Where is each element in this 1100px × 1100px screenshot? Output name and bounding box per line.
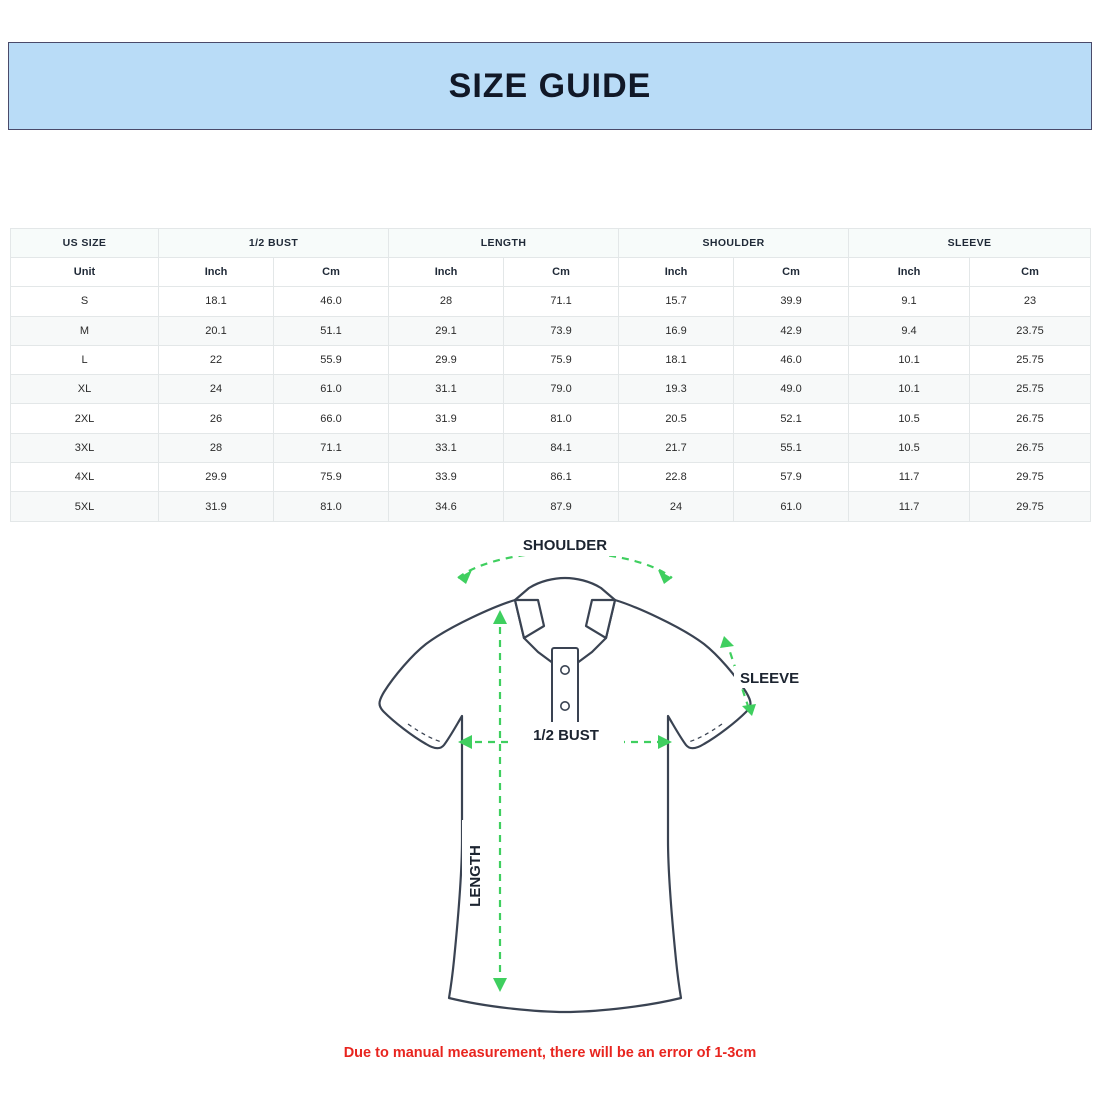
cell-value: 10.1: [849, 375, 970, 404]
cell-value: 11.7: [849, 463, 970, 492]
size-table-container: [10, 228, 1090, 522]
cell-value: 61.0: [274, 375, 389, 404]
cell-value: 57.9: [734, 463, 849, 492]
unit-length-cm: Cm: [504, 258, 619, 287]
cell-value: 71.1: [504, 287, 619, 316]
cell-size: XL: [11, 375, 159, 404]
cell-value: 75.9: [274, 463, 389, 492]
cell-value: 46.0: [274, 287, 389, 316]
cell-value: 49.0: [734, 375, 849, 404]
table-body: [11, 287, 1091, 521]
cell-value: 18.1: [159, 287, 274, 316]
cell-value: 71.1: [274, 433, 389, 462]
cell-value: 19.3: [619, 375, 734, 404]
cell-value: 11.7: [849, 492, 970, 521]
group-header-sleeve: SLEEVE: [849, 229, 1091, 258]
unit-bust-inch: Inch: [159, 258, 274, 287]
table-row: [11, 287, 1091, 316]
cell-value: 29.75: [970, 492, 1091, 521]
svg-text:SHOULDER: SHOULDER: [522, 540, 608, 554]
table-row: [11, 433, 1091, 462]
cell-value: 24: [619, 492, 734, 521]
cell-value: 79.0: [504, 375, 619, 404]
svg-text:LENGTH: LENGTH: [467, 845, 484, 907]
table-row: [11, 492, 1091, 521]
cell-size: M: [11, 316, 159, 345]
cell-value: 29.9: [389, 345, 504, 374]
cell-value: 61.0: [734, 492, 849, 521]
cell-value: 42.9: [734, 316, 849, 345]
cell-value: 55.9: [274, 345, 389, 374]
cell-value: 18.1: [619, 345, 734, 374]
cell-value: 33.1: [389, 433, 504, 462]
cell-value: 66.0: [274, 404, 389, 433]
table-row: [11, 316, 1091, 345]
cell-size: 5XL: [11, 492, 159, 521]
group-header-length: LENGTH: [389, 229, 619, 258]
unit-shoulder-inch: Inch: [619, 258, 734, 287]
cell-value: 24: [159, 375, 274, 404]
table-row: [11, 404, 1091, 433]
table-unit-row: [11, 258, 1091, 287]
cell-value: 81.0: [274, 492, 389, 521]
cell-value: 9.4: [849, 316, 970, 345]
cell-value: 55.1: [734, 433, 849, 462]
cell-value: 22: [159, 345, 274, 374]
cell-size: 3XL: [11, 433, 159, 462]
svg-text:1/2 BUST: 1/2 BUST: [533, 727, 599, 744]
unit-shoulder-cm: Cm: [734, 258, 849, 287]
cell-value: 29.75: [970, 463, 1091, 492]
cell-value: 31.9: [159, 492, 274, 521]
cell-value: 73.9: [504, 316, 619, 345]
unit-sleeve-inch: Inch: [849, 258, 970, 287]
cell-value: 52.1: [734, 404, 849, 433]
cell-value: 21.7: [619, 433, 734, 462]
svg-text:SLEEVE: SLEEVE: [740, 670, 800, 687]
group-header-shoulder: SHOULDER: [619, 229, 849, 258]
table-row: [11, 345, 1091, 374]
cell-value: 16.9: [619, 316, 734, 345]
cell-value: 10.5: [849, 404, 970, 433]
page-title: SIZE GUIDE: [448, 66, 652, 105]
cell-value: 31.1: [389, 375, 504, 404]
cell-value: 46.0: [734, 345, 849, 374]
table-row: [11, 463, 1091, 492]
cell-value: 87.9: [504, 492, 619, 521]
cell-value: 23.75: [970, 316, 1091, 345]
cell-value: 81.0: [504, 404, 619, 433]
cell-value: 9.1: [849, 287, 970, 316]
cell-value: 25.75: [970, 375, 1091, 404]
cell-value: 75.9: [504, 345, 619, 374]
measurement-disclaimer: Due to manual measurement, there will be an error of 1-3cm: [343, 1045, 757, 1061]
unit-length-inch: Inch: [389, 258, 504, 287]
cell-size: S: [11, 287, 159, 316]
cell-value: 20.5: [619, 404, 734, 433]
cell-size: 4XL: [11, 463, 159, 492]
cell-value: 28: [159, 433, 274, 462]
unit-label: Unit: [11, 258, 159, 287]
cell-value: 51.1: [274, 316, 389, 345]
cell-value: 28: [389, 287, 504, 316]
cell-value: 84.1: [504, 433, 619, 462]
cell-value: 26: [159, 404, 274, 433]
cell-value: 22.8: [619, 463, 734, 492]
cell-value: 25.75: [970, 345, 1091, 374]
unit-sleeve-cm: Cm: [970, 258, 1091, 287]
size-table: [10, 228, 1091, 522]
group-header-bust: 1/2 BUST: [159, 229, 389, 258]
group-header-us-size: US SIZE: [11, 229, 159, 258]
table-group-header-row: [11, 229, 1091, 258]
cell-value: 26.75: [970, 404, 1091, 433]
unit-bust-cm: Cm: [274, 258, 389, 287]
cell-value: 39.9: [734, 287, 849, 316]
shirt-diagram: [330, 540, 800, 1040]
cell-value: 23: [970, 287, 1091, 316]
cell-value: 29.1: [389, 316, 504, 345]
cell-value: 31.9: [389, 404, 504, 433]
cell-value: 33.9: [389, 463, 504, 492]
table-row: [11, 375, 1091, 404]
cell-value: 10.5: [849, 433, 970, 462]
cell-value: 29.9: [159, 463, 274, 492]
header-banner: [8, 42, 1092, 130]
cell-value: 34.6: [389, 492, 504, 521]
cell-value: 86.1: [504, 463, 619, 492]
cell-value: 15.7: [619, 287, 734, 316]
cell-size: 2XL: [11, 404, 159, 433]
cell-value: 26.75: [970, 433, 1091, 462]
cell-size: L: [11, 345, 159, 374]
cell-value: 10.1: [849, 345, 970, 374]
cell-value: 20.1: [159, 316, 274, 345]
